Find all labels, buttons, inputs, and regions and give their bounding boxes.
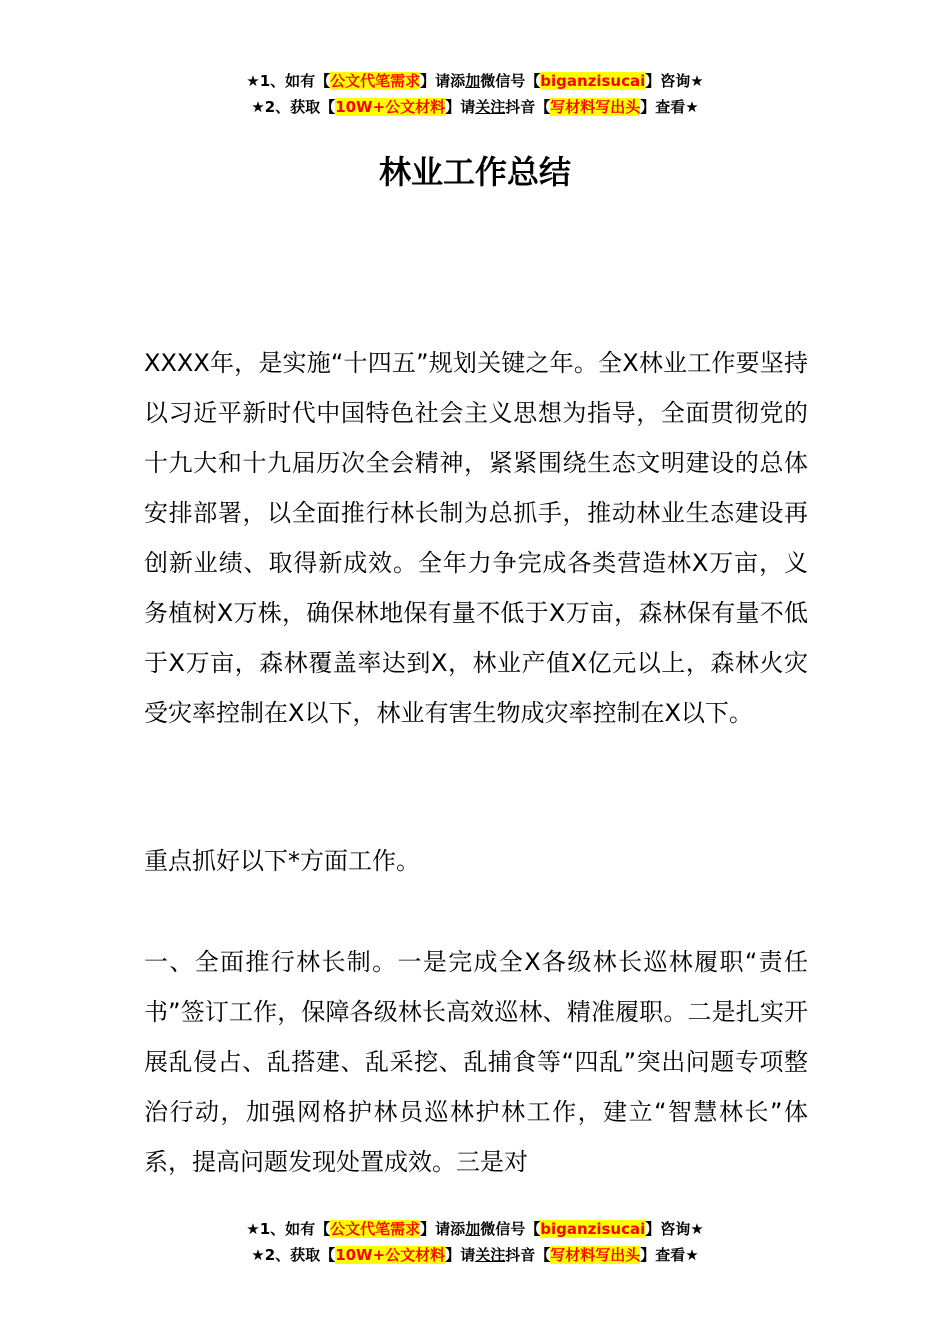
paragraph-focus: 重点抓好以下*方面工作。: [144, 847, 420, 875]
promo-line-2: ★2、获取【10W+公文材料】请关注抖音【写材料写出头】查看★: [251, 98, 699, 116]
promo-line-1: ★1、如有【公文代笔需求】请添加微信号【biganzisucai】咨询★: [246, 72, 704, 90]
highlight-douyin-account: 写材料写出头: [550, 1246, 641, 1264]
highlight-douyin-account: 写材料写出头: [550, 98, 641, 116]
paragraph-section-1: 一、全面推行林长制。一是完成全X各级林长巡林履职“责任书”签订工作，保障各级林长高效巡林、精准履职。二是扎实开展乱侵占、乱搭建、乱采挖、乱捕食等“四乱”突出问题专项整治行动，加强网格护林员巡林护林工作，建立“智慧林长”体系，提高问题发现处置成效。三是对: [144, 948, 808, 1176]
highlight-service: 公文代笔需求: [330, 72, 421, 90]
highlight-service: 公文代笔需求: [330, 1220, 421, 1238]
promo-banner-bottom: [0, 1216, 950, 1268]
highlight-materials: 10W+公文材料: [335, 98, 446, 116]
promo-line-1: ★1、如有【公文代笔需求】请添加微信号【biganzisucai】咨询★: [246, 1220, 704, 1238]
promo-banner-top: [0, 68, 950, 120]
highlight-wechat-id: biganzisucai: [540, 1220, 646, 1238]
paragraph-intro: XXXX年，是实施“十四五”规划关键之年。全X林业工作要坚持以习近平新时代中国特色社会主义思想为指导，全面贯彻党的十九大和十九届历次全会精神，紧紧围绕生态文明建设的总体安排部署，以全面推行林长制为总抓手，推动林业生态建设再创新业绩、取得新成效。全年力争完成各类营造林X万亩，义务植树X万株，确保林地保有量不低于X万亩，森林保有量不低于X万亩，森林覆盖率达到X，林业产值X亿元以上，森林火灾受灾率控制在X以下，林业有害生物成灾率控制在X以下。: [144, 349, 808, 727]
highlight-materials: 10W+公文材料: [335, 1246, 446, 1264]
highlight-wechat-id: biganzisucai: [540, 72, 646, 90]
document-title: 林业工作总结: [378, 153, 571, 191]
promo-line-2: ★2、获取【10W+公文材料】请关注抖音【写材料写出头】查看★: [251, 1246, 699, 1264]
